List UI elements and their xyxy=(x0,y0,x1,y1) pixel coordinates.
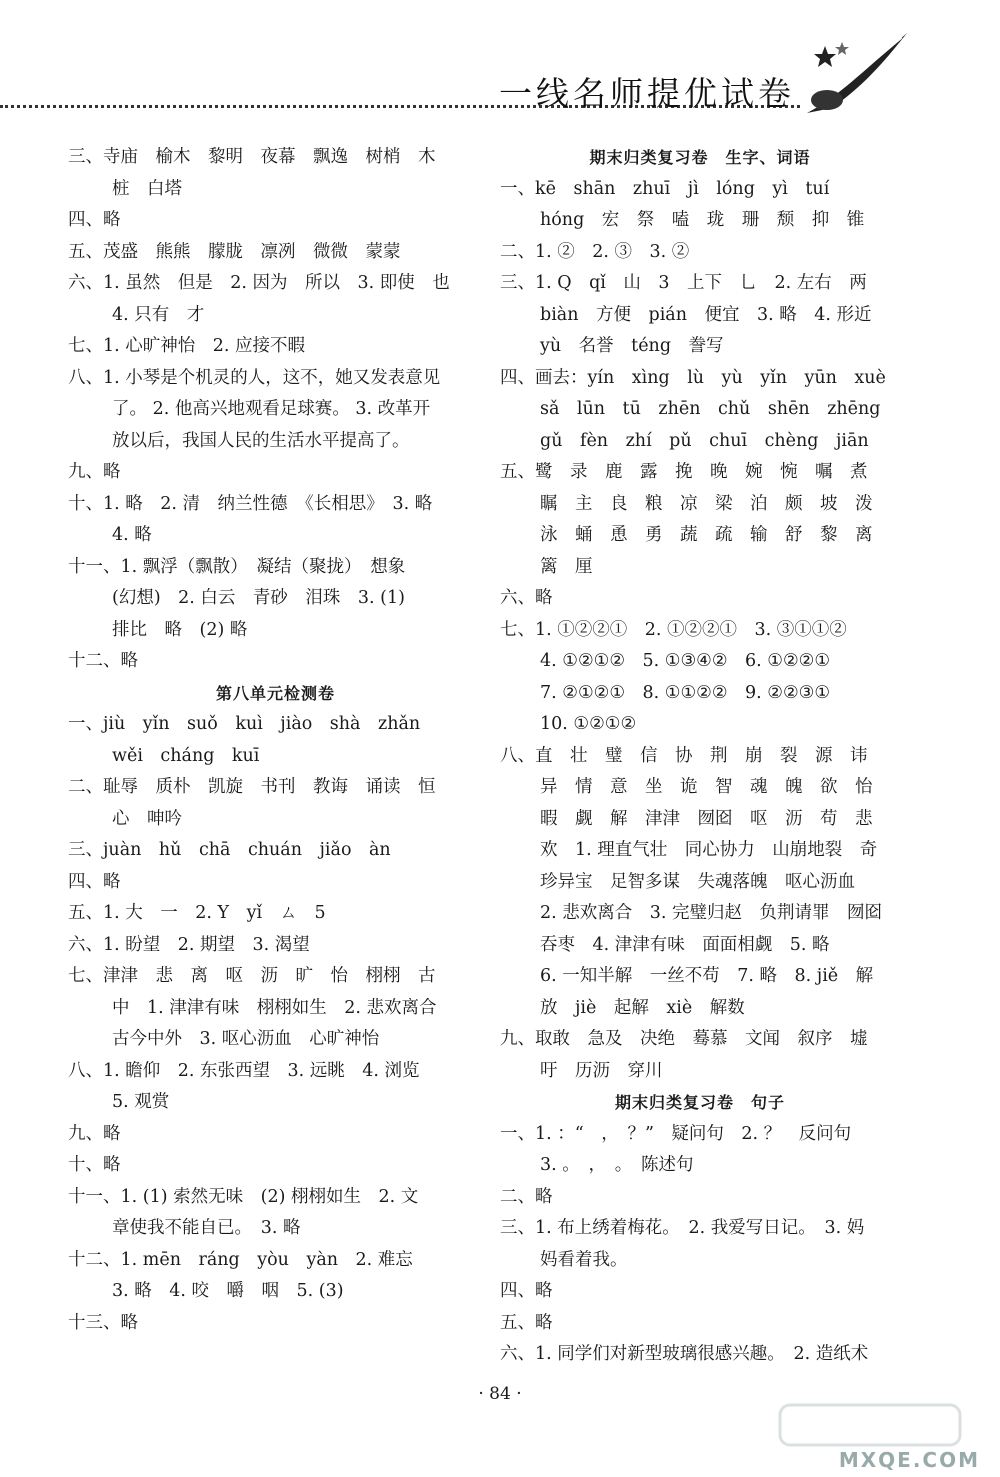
page-number: · 84 · xyxy=(478,1384,522,1404)
answer-line: gǔ fèn zhí pǔ chuī chèng jiān xyxy=(540,430,869,451)
answer-line: 四、略 xyxy=(500,1281,553,1301)
answer-line: 十、略 xyxy=(68,1155,121,1175)
answer-line: 三、寺庙 榆木 黎明 夜幕 飘逸 树梢 木 xyxy=(68,147,436,167)
answer-line: 10. ①②①② xyxy=(540,714,637,734)
answer-line: 欢 1. 理直气壮 同心协力 山崩地裂 奇 xyxy=(540,840,878,860)
answer-line: 六、1. 虽然 但是 2. 因为 所以 3. 即使 也 xyxy=(68,273,450,293)
section-title: 第八单元检测卷 xyxy=(215,683,335,703)
page-header xyxy=(0,0,1000,120)
answer-line: 4. 只有 才 xyxy=(112,304,205,325)
answer-line: sǎ lūn tū zhēn chǔ shēn zhēng xyxy=(540,399,881,419)
answer-line: 4. 略 xyxy=(112,525,152,545)
answer-line: 排比 略 (2) 略 xyxy=(112,619,248,640)
answer-line: 了。 2. 他高兴地观看足球赛。 3. 改革开 xyxy=(112,399,431,419)
answer-line: 八、1. 小琴是个机灵的人，这不，她又发表意见 xyxy=(68,367,441,388)
answer-line: 放以后，我国人民的生活水平提高了。 xyxy=(112,430,410,451)
right-column xyxy=(500,142,900,1371)
answer-line: 五、茂盛 熊熊 朦胧 凛冽 微微 蒙蒙 xyxy=(68,241,401,262)
answer-line: 八、直 壮 璧 信 协 荆 崩 裂 源 讳 xyxy=(500,745,868,766)
answer-line: 五、略 xyxy=(500,1312,553,1333)
answer-line: yù 名誉 téng 誊写 xyxy=(540,336,724,356)
answer-line: 二、耻辱 质朴 凯旋 书刊 教诲 诵读 恒 xyxy=(68,777,436,797)
answer-line: 篱 厘 xyxy=(540,556,593,577)
answer-line: 放 jiè 起解 xiè 解数 xyxy=(540,997,745,1018)
answer-line: 中 1. 津津有味 栩栩如生 2. 悲欢离合 xyxy=(112,997,437,1018)
answer-line: 章使我不能自已。 3. 略 xyxy=(112,1218,301,1238)
answer-line: 四、略 xyxy=(68,871,121,892)
answer-line: 十一、1. 飘浮（飘散） 凝结（聚拢） 想象 xyxy=(68,556,406,577)
answer-line: 五、1. 大 一 2. Y yǐ ㄙ 5 xyxy=(68,903,326,923)
answer-line: (幻想) 2. 白云 青砂 泪珠 3. (1) xyxy=(112,588,405,608)
answer-line: 三、1. Q qǐ 山 3 上下 乚 2. 左右 两 xyxy=(500,273,867,293)
answer-line: 六、1. 同学们对新型玻璃很感兴趣。 2. 造纸术 xyxy=(500,1344,869,1364)
answer-line: 2. 悲欢离合 3. 完璧归赵 负荆请罪 囫囵 xyxy=(540,903,883,923)
answer-line: 十二、略 xyxy=(68,651,138,671)
section-title: 期末归类复习卷 句子 xyxy=(614,1093,785,1112)
answer-line: 心 呻吟 xyxy=(112,808,182,829)
answer-line: 九、略 xyxy=(68,1123,121,1144)
answer-line: 7. ②①②① 8. ①①②② 9. ②②③① xyxy=(540,682,831,703)
answer-line: biàn 方便 pián 便宜 3. 略 4. 形近 xyxy=(540,304,872,325)
answer-line: 十、1. 略 2. 清 纳兰性德 《长相思》 3. 略 xyxy=(68,493,433,514)
answer-line: 古今中外 3. 呕心沥血 心旷神怡 xyxy=(112,1029,380,1049)
answer-line: 一、kē shān zhuī jì lóng yì tuí xyxy=(500,178,830,199)
answer-line: 九、略 xyxy=(68,462,121,482)
answer-line: 二、1. ② 2. ③ 3. ② xyxy=(500,241,690,262)
answer-line: 九、取敢 急及 决绝 蓦慕 文闻 叙序 墟 xyxy=(500,1029,868,1049)
answer-line: 三、juàn hǔ chā chuán jiǎo àn xyxy=(68,840,391,860)
answer-line: 十二、1. mēn ráng yòu yàn 2. 难忘 xyxy=(68,1249,413,1270)
answer-line: 5. 观赏 xyxy=(112,1092,170,1112)
answer-line: 一、jiù yǐn suǒ kuì jiào shà zhǎn xyxy=(68,714,421,734)
left-column xyxy=(68,142,483,1339)
answer-line: 暇 觑 解 津津 囫囵 呕 沥 苟 悲 xyxy=(540,808,873,829)
answer-line: 六、1. 盼望 2. 期望 3. 渴望 xyxy=(68,934,310,955)
answer-line: 一、1. ：“ ， ？” 疑问句 2. ？ 反问句 xyxy=(500,1123,852,1144)
answer-line: wěi cháng kuī xyxy=(112,745,260,766)
answer-line: 桩 白塔 xyxy=(112,178,182,199)
answer-line: 二、略 xyxy=(500,1186,553,1207)
answer-line: 七、1. ①②②① 2. ①②②① 3. ③①①② xyxy=(500,619,847,640)
answer-line: 六、略 xyxy=(500,588,553,608)
watermark-text: MXQE.COM xyxy=(838,1448,980,1472)
answer-line: 七、1. 心旷神怡 2. 应接不暇 xyxy=(68,336,306,356)
answer-line: 3. 。 ， 。 陈述句 xyxy=(540,1155,694,1175)
section-title: 期末归类复习卷 生字、词语 xyxy=(589,148,811,167)
answer-line: 四、略 xyxy=(68,210,121,230)
answer-line: 珍异宝 足智多谋 失魂落魄 呕心沥血 xyxy=(540,871,855,892)
answer-line: 吁 历沥 穿川 xyxy=(540,1060,663,1081)
answer-line: 异 情 意 坐 诡 智 魂 魄 欲 怡 xyxy=(540,777,873,797)
answer-line: 十一、1. (1) 索然无味 (2) 栩栩如生 2. 文 xyxy=(68,1186,419,1207)
answer-line: 3. 略 4. 咬 嚼 咽 5. (3) xyxy=(112,1281,344,1301)
answer-line: 泳 蛹 恿 勇 蔬 疏 输 舒 黎 离 xyxy=(540,525,873,545)
answer-line: 五、鹭 录 鹿 露 挽 晚 婉 惋 嘱 煮 xyxy=(500,462,868,482)
answer-line: 七、津津 悲 离 呕 沥 旷 怡 栩栩 古 xyxy=(68,966,436,986)
quill-pen-icon xyxy=(797,28,912,123)
answer-line: hóng 宏 祭 嗑 珑 珊 颓 抑 锥 xyxy=(540,210,865,230)
answer-line: 十三、略 xyxy=(68,1312,138,1333)
answer-line: 三、1. 布上绣着梅花。 2. 我爱写日记。 3. 妈 xyxy=(500,1218,865,1238)
series-brand: 一线名师提优试卷 xyxy=(499,74,795,113)
answer-line: 四、画去：yín xìng lù yù yǐn yūn xuè xyxy=(500,367,886,388)
answer-line: 吞枣 4. 津津有味 面面相觑 5. 略 xyxy=(540,934,830,955)
answer-line: 6. 一知半解 一丝不苟 7. 略 8. jiě 解 xyxy=(540,966,874,986)
answer-line: 4. ①②①② 5. ①③④② 6. ①②②① xyxy=(540,651,831,671)
answer-line: 妈看着我。 xyxy=(540,1249,628,1270)
answer-line: 八、1. 瞻仰 2. 东张西望 3. 远眺 4. 浏览 xyxy=(68,1060,420,1081)
answer-line: 瞩 主 良 粮 凉 梁 泊 颇 坡 泼 xyxy=(540,493,873,514)
